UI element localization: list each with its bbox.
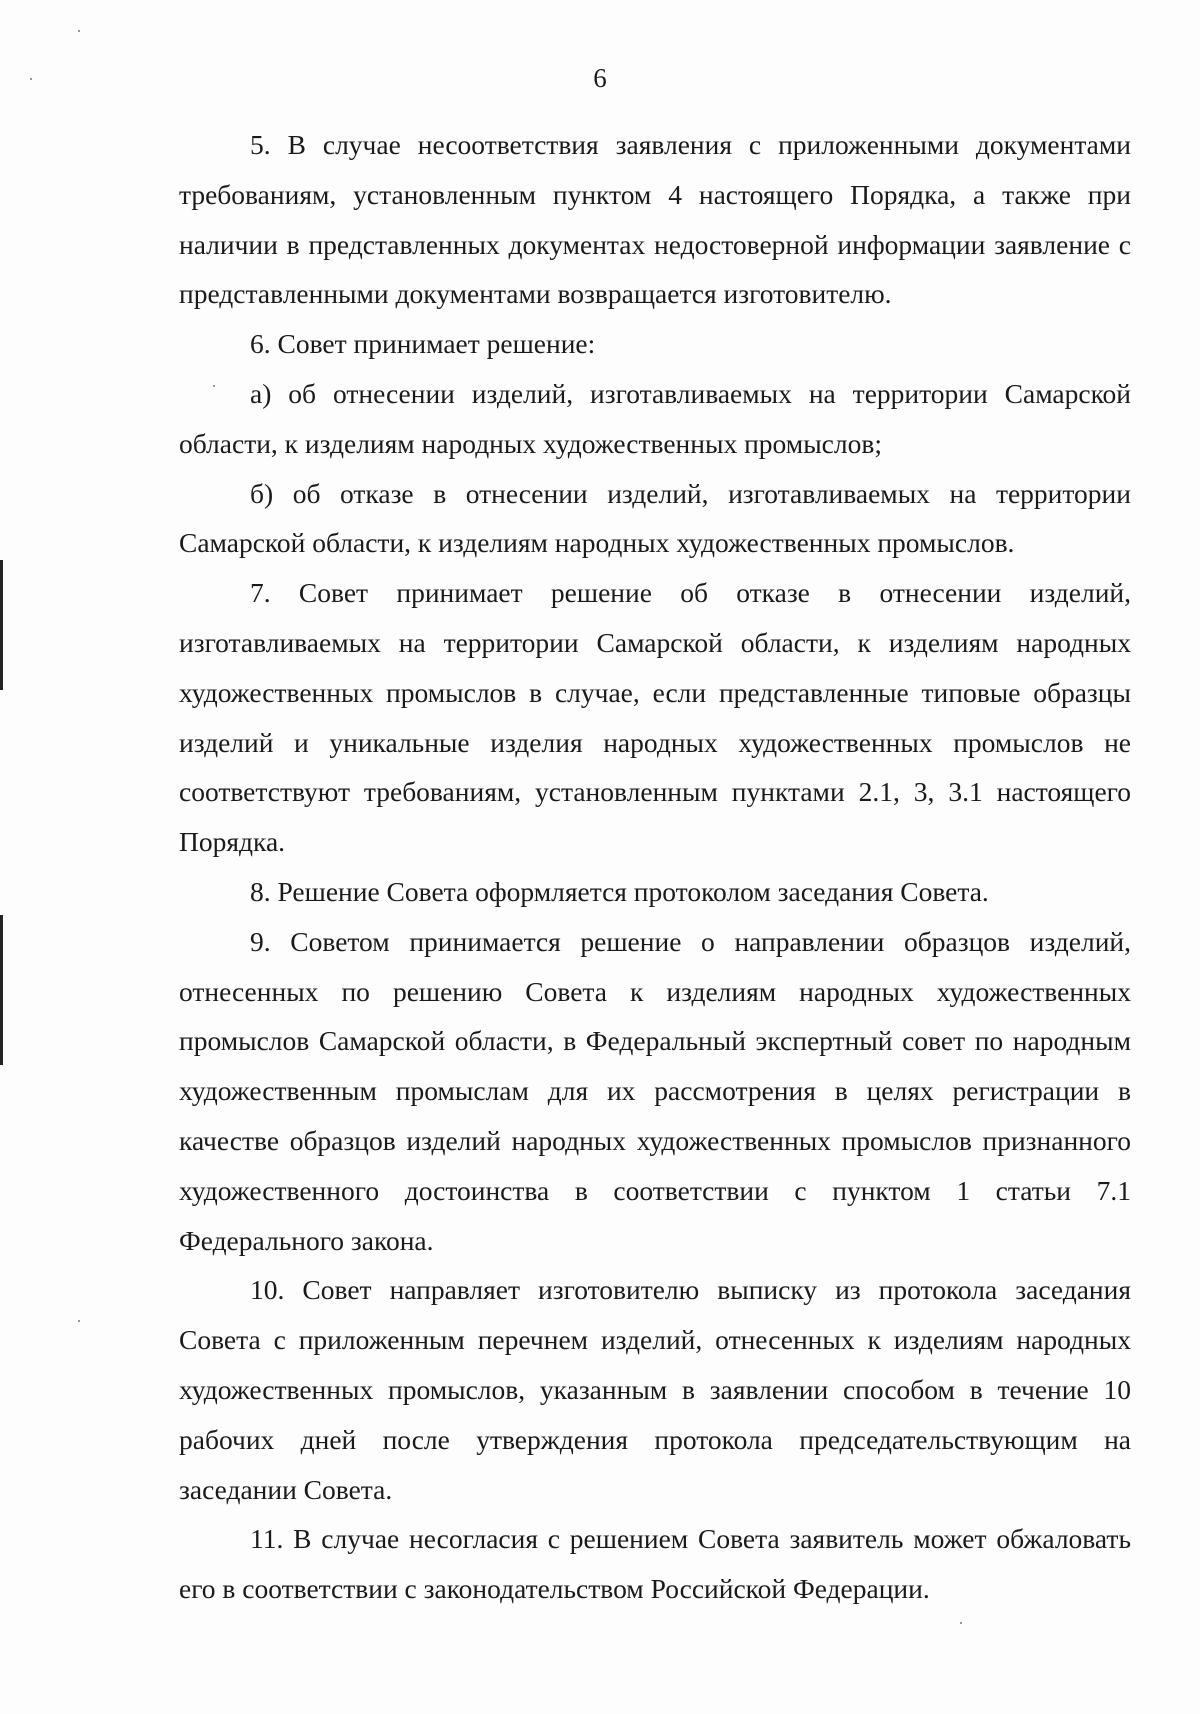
paragraph-7: 7. Совет принимает решение об отказе в отнесении изделий, изготавливаемых на территории Самарской области, к изделиям народных художественных промыслов в случае, если представленные типовые образцы изделий и уникальные изделия народных художественных промыслов не соответствуют требованиям, установленным пунктами 2.1, 3, 3.1 настоящего Порядка. bbox=[179, 577, 1131, 858]
paragraph-11: 11. В случае несогласия с решением Совета заявитель может обжаловать его в соответствии с законодательством Российской Федерации. bbox=[179, 1523, 1131, 1605]
paragraph-9: 9. Советом принимается решение о направлении образцов изделий, отнесенных по решению Совета к изделиям народных художественных промыслов Самарской области, в Федеральный экспертный совет по народным художественным промыслам для их рассмотрения в целях регистрации в качестве образцов изделий народных художественных промыслов признанного художественного достоинства в соответствии с пунктом 1 статьи 7.1 Федерального закона. bbox=[179, 925, 1131, 1256]
document-body bbox=[179, 120, 1131, 1614]
paragraph-10: 10. Совет направляет изготовителю выписку из протокола заседания Совета с приложенным перечнем изделий, отнесенных к изделиям народных художественных промыслов, указанным в заявлении способом в течение 10 рабочих дней после утверждения протокола председательствующим на заседании Совета. bbox=[179, 1274, 1131, 1505]
paragraph-5: 5. В случае несоответствия заявления с приложенными документами требованиям, установленным пунктом 4 настоящего Порядка, а также при наличии в представленных документах недостоверной информации заявление с представленными документами возвращается изготовителю. bbox=[179, 129, 1131, 310]
paragraph-8: 8. Решение Совета оформляется протоколом заседания Совета. bbox=[250, 875, 989, 907]
scan-speck bbox=[78, 30, 80, 32]
page-number: 6 bbox=[593, 63, 607, 93]
scan-speck bbox=[960, 1622, 962, 1624]
scan-speck bbox=[78, 1320, 80, 1322]
paragraph-6a: а) об отнесении изделий, изготавливаемых на территории Самарской области, к изделиям народных художественных промыслов; bbox=[179, 377, 1131, 459]
paragraph-6: 6. Совет принимает решение: bbox=[250, 328, 596, 360]
scan-edge-mark bbox=[0, 915, 3, 1065]
paragraph-6b: б) об отказе в отнесении изделий, изготавливаемых на территории Самарской области, к изделиям народных художественных промыслов. bbox=[179, 477, 1131, 559]
scan-edge-mark bbox=[0, 560, 3, 690]
